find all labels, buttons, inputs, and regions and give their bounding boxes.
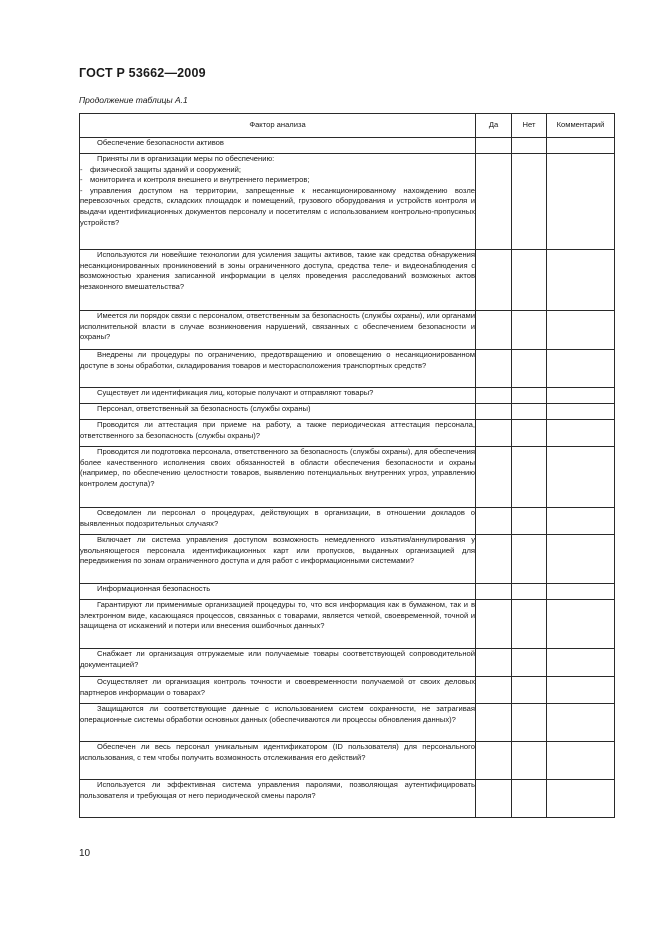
factor-cell: Используется ли эффективная система управления паролями, позволяющая аутентифицировать пользователя и требующая от него периодической смены пароля? xyxy=(80,780,476,818)
comment-cell xyxy=(547,138,615,154)
table-caption: Продолжение таблицы А.1 xyxy=(79,95,188,105)
no-cell xyxy=(512,535,547,584)
factor-cell: Проводится ли подготовка персонала, ответственного за безопасность (службы охраны), для обеспечения более качественного исполнения своих обязанностей в области обеспечения безопасности и охраны (например, по обеспечению целостности товаров, выявлению потенциальных внутренних угроз, управлению контролем доступа)? xyxy=(80,447,476,508)
table-header-row xyxy=(80,114,615,138)
comment-cell xyxy=(547,584,615,600)
no-cell xyxy=(512,404,547,420)
no-cell xyxy=(512,780,547,818)
column-header-factor: Фактор анализа xyxy=(80,114,476,138)
list-item: - мониторинга и контроля внешнего и внутреннего периметров; xyxy=(80,175,310,185)
comment-cell xyxy=(547,677,615,704)
yes-cell xyxy=(476,404,512,420)
yes-cell xyxy=(476,138,512,154)
no-cell xyxy=(512,420,547,447)
table-row xyxy=(80,535,615,584)
factor-cell: Используются ли новейшие технологии для усиления защиты активов, такие как средства обнаружения несанкционированных проникновений в зоны ограниченного доступа, средства теле- и видеонаблюдения с возможностью хранения записанной информации в целях проведения расследований возможных актов незаконного вмешательства? xyxy=(80,250,476,311)
yes-cell xyxy=(476,677,512,704)
yes-cell xyxy=(476,600,512,649)
yes-cell xyxy=(476,154,512,250)
comment-cell xyxy=(547,535,615,584)
yes-cell xyxy=(476,447,512,508)
comment-cell xyxy=(547,780,615,818)
factor-cell xyxy=(80,154,476,250)
no-cell xyxy=(512,584,547,600)
column-header-no: Нет xyxy=(512,114,547,138)
section-row xyxy=(80,404,615,420)
yes-cell xyxy=(476,535,512,584)
factor-cell: Включает ли система управления доступом возможность немедленного изъятия/аннулирования у увольняющегося персонала идентификационных карт или пропусков, выданных организацией для передвижения по зонам ограниченного доступа и для работ с информационными системами? xyxy=(80,535,476,584)
comment-cell xyxy=(547,742,615,780)
factor-cell: Внедрены ли процедуры по ограничению, предотвращению и оповещению о несанкционированном доступе в зоны обработки, складирования товаров и месторасположения транспортных средств? xyxy=(80,350,476,388)
section-row xyxy=(80,138,615,154)
page-number: 10 xyxy=(79,848,91,859)
comment-cell xyxy=(547,447,615,508)
no-cell xyxy=(512,250,547,311)
factor-cell: Защищаются ли соответствующие данные с использованием систем сохранности, не затрагивая операционные системы обработки основных данных (обеспечиваются ли процессы обновления данных)? xyxy=(80,704,476,742)
section-title: Информационная безопасность xyxy=(80,584,476,600)
column-header-yes: Да xyxy=(476,114,512,138)
comment-cell xyxy=(547,404,615,420)
table-row xyxy=(80,447,615,508)
comment-cell xyxy=(547,600,615,649)
yes-cell xyxy=(476,250,512,311)
table-row xyxy=(80,311,615,350)
document-code: ГОСТ Р 53662—2009 xyxy=(79,66,206,80)
table-row xyxy=(80,350,615,388)
factor-question: Приняты ли в организации меры по обеспечению: xyxy=(97,154,275,163)
yes-cell xyxy=(476,388,512,404)
table-row xyxy=(80,780,615,818)
yes-cell xyxy=(476,742,512,780)
no-cell xyxy=(512,311,547,350)
analysis-table xyxy=(79,113,615,818)
no-cell xyxy=(512,649,547,677)
yes-cell xyxy=(476,704,512,742)
yes-cell xyxy=(476,350,512,388)
section-row xyxy=(80,584,615,600)
table-row xyxy=(80,508,615,535)
comment-cell xyxy=(547,649,615,677)
comment-cell xyxy=(547,704,615,742)
factor-cell: Гарантируют ли применимые организацией процедуры то, что вся информация как в бумажном, так и в электронном виде, касающаяся процессов, связанных с товарами, является четкой, своевременной, точной и защищена от искажений и потери или внесения ошибочных данных? xyxy=(80,600,476,649)
factor-cell: Проводится ли аттестация при приеме на работу, а также периодическая аттестация персонала, ответственного за безопасность (службы охраны)? xyxy=(80,420,476,447)
no-cell xyxy=(512,388,547,404)
comment-cell xyxy=(547,250,615,311)
list-item: - физической защиты зданий и сооружений; xyxy=(80,164,241,174)
comment-cell xyxy=(547,311,615,350)
table-row xyxy=(80,388,615,404)
no-cell xyxy=(512,154,547,250)
table-row xyxy=(80,250,615,311)
table-row xyxy=(80,742,615,780)
section-title: Персонал, ответственный за безопасность (службы охраны) xyxy=(80,404,476,420)
comment-cell xyxy=(547,154,615,250)
yes-cell xyxy=(476,420,512,447)
comment-cell xyxy=(547,350,615,388)
yes-cell xyxy=(476,311,512,350)
yes-cell xyxy=(476,649,512,677)
no-cell xyxy=(512,742,547,780)
comment-cell xyxy=(547,420,615,447)
table-row xyxy=(80,154,615,250)
section-title: Обеспечение безопасности активов xyxy=(80,138,476,154)
no-cell xyxy=(512,600,547,649)
factor-cell: Обеспечен ли весь персонал уникальным идентификатором (ID пользователя) для персонального использования, с тем чтобы получить возможность отслеживания его действий? xyxy=(80,742,476,780)
comment-cell xyxy=(547,508,615,535)
table-row xyxy=(80,420,615,447)
factor-cell: Существует ли идентификация лиц, которые получают и отправляют товары? xyxy=(80,388,476,404)
no-cell xyxy=(512,350,547,388)
factor-cell: Снабжает ли организация отгружаемые или получаемые товары соответствующей сопроводительной документацией? xyxy=(80,649,476,677)
factor-cell: Осведомлен ли персонал о процедурах, действующих в организации, в отношении докладов о выявленных подозрительных случаях? xyxy=(80,508,476,535)
factor-cell: Осуществляет ли организация контроль точности и своевременности получаемой от своих деловых партнеров информации о товарах? xyxy=(80,677,476,704)
yes-cell xyxy=(476,584,512,600)
no-cell xyxy=(512,138,547,154)
factor-cell: Имеется ли порядок связи с персоналом, ответственным за безопасность (службы охраны), или органами исполнительной власти в случае возникновения нарушений, связанных с обеспечением безопасности и охраны? xyxy=(80,311,476,350)
table-row xyxy=(80,649,615,677)
yes-cell xyxy=(476,780,512,818)
table-row xyxy=(80,600,615,649)
table-row xyxy=(80,677,615,704)
list-item: - управления доступом на территории, запрещенные к несанкционированному нахождению возле перевозочных средств, складских площадок и помещений, грузового оборудования и устройств контроля и выдачи идентификационных документов персоналу и посетителям с использованием контрольно-пропускных устройств? xyxy=(80,185,475,227)
yes-cell xyxy=(476,508,512,535)
no-cell xyxy=(512,677,547,704)
table-row xyxy=(80,704,615,742)
no-cell xyxy=(512,508,547,535)
no-cell xyxy=(512,447,547,508)
no-cell xyxy=(512,704,547,742)
comment-cell xyxy=(547,388,615,404)
column-header-comment: Комментарий xyxy=(547,114,615,138)
